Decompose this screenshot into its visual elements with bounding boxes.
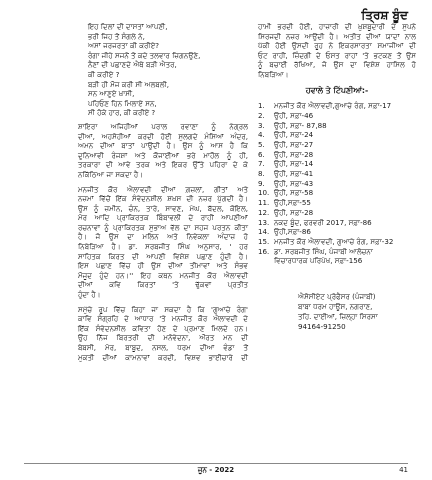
text-line: ਸ਼ਾਇਰਾ ਅਜਿਹੀਆਂ ਪਰਾਲ ਰਵਾਣਾ ਨੂੰ ਨੇਗ੍ਰਲ <box>78 121 248 131</box>
reference-number: 11. <box>258 198 270 208</box>
text-line: ਮੌਜੂਦ ਹੁੰਦੇ ਹਨ।'' ਇਹ ਕਥਨ ਮਨਜੀਤ ਕੌਰ ਐਲਾਵਦੀ <box>78 270 248 280</box>
reference-number: 5. <box>258 139 265 149</box>
reference-item <box>258 101 416 111</box>
text-line: ਬੇਬਸੀ, ਮੋਰ, ਬਾਬੂਦ, ਨਸਲ, ਧਰਮ ਦੀਆਂ ਵੰਡਾ ਤੋਂ <box>78 343 248 352</box>
page-number: 41 <box>399 466 408 474</box>
reference-text: ਉਹੀ, ਸਫ਼ਾ-41 <box>274 169 314 179</box>
reference-item <box>258 150 416 160</box>
text-line: ਮਨਜੀਤ ਕੌਰ ਐਲਾਵਦੀ ਦੀਆਂ ਗ਼ਜ਼ਲਾਂ, ਗੀਤਾਂ ਅਤੇ <box>78 184 248 194</box>
reference-number: 3. <box>258 120 265 130</box>
text-line: ਕਾਵਿ ਸੰਗ੍ਰਹਿ ਦੇ ਆਧਾਰ 'ਤੇ ਮਨਜੀਤ ਕੌਰ ਐਲਾਵਦੀ ਦੇ <box>78 314 248 324</box>
author-affiliation <box>298 292 416 332</box>
reference-item <box>258 227 416 237</box>
text-line: ਦੀਆਂ ਕਵਿ ਕਿਰਤਾਂ 'ਤੇ ਢੁੱਕਵਾਂ ਪ੍ਰਤੀਤ <box>78 280 248 290</box>
text-line: ਓਟ ਰਾਹੀਂ, ਜ਼ਿੰਦਗੀ ਦੇ ਓਸਤ ਰਾਹਾਂ 'ਤੇ ਭਟਕਣ ਤੋਂ ਉਸ <box>258 50 416 60</box>
text-line: ਤਰਕਾਰਾ ਦੀ ਆਵੇ ਤਰਕ ਅਤੇ ਇਕਰ ਉੱਤੇ ਪਹਿਰਾ ਦੇ ਕੇ <box>78 160 248 170</box>
reference-number: 6. <box>258 149 265 159</box>
poem-line: ਪਹਿਓਣ ਹਿਨ ਮਿਲਾਏ ਸਨ, <box>88 98 157 108</box>
text-line: ਨਿਬੇੜਿਆ ਹੈ। ਡਾ. ਸਰਬਜੀਤ ਸਿੰਘ ਅਨੁਸਾਰ, ' ਹਰ <box>78 242 248 252</box>
text-line: ਸਾਹਿਤਕ ਕਿਰਤ ਦੀ ਆਪਣੀ ਵਿਸ਼ੇਸ਼ ਪਛਾਣ ਹੁੰਦੀ ਹੈ। <box>78 251 248 261</box>
author-line: ਬਾਬਾ ਧਰਮ ਹਾਊਸ, ਨਗਰਾਣ, <box>298 302 373 312</box>
reference-text: ਨਕਦ ਬੂੰਦ, ਫਰਵਰੀ 2017, ਸਫ਼ਾ-86 <box>274 217 372 227</box>
author-line: ਐਸੋਸੀਏਟ ਪ੍ਰੋਫੈਸਰ (ਪੰਜਾਬੀ) <box>298 292 376 302</box>
reference-number: 14. <box>258 227 270 237</box>
references-list <box>258 101 416 266</box>
reference-number: 7. <box>258 159 265 169</box>
reference-number: 16. <box>258 246 270 256</box>
poem-line: ਨੈਣਾਂ ਦੀ ਪਛਾਣਦੇ ਐਥੇ ਬੜੀ ਐਤਰ, <box>88 60 177 70</box>
text-line: ਹੁੰਦਾ ਹੈ। <box>78 290 101 300</box>
text-line: ਹੈ। ਜੋ ਉਸ ਦਾ ਮਲਿਨ ਅਤੇ ਨਿਵੇਕਲਾ ਅੰਦਾਜ਼ ਹੋ <box>78 232 248 242</box>
reference-text: ਡਾ. ਸਰਬਜੀਤ ਸਿੰਘ, ਪੰਜਾਬੀ ਆਲੋਚਨਾ <box>274 246 373 256</box>
text-line: ਉਹ ਨਿੱਜ ਬਿਰਤਰੀ ਦੀ ਮਨੋਵੇਦਨਾ, ਔਰਤ ਮਨ ਦੀ <box>78 333 248 343</box>
text-line: ਨਕਿੱਠਿਆ ਜਾ ਸਕਦਾ ਹੈ। <box>78 169 144 179</box>
footer-divider <box>24 463 408 464</box>
poem-line: ਕੀ ਕਰੀਏ ? <box>88 69 120 79</box>
reference-text: ਉਹੀ, ਸਫ਼ਾ-27 <box>274 139 314 149</box>
reference-item <box>258 256 416 266</box>
body-paragraph <box>78 305 248 363</box>
reference-item <box>258 121 416 131</box>
reference-item <box>258 188 416 198</box>
reference-item <box>258 179 416 189</box>
text-line: ਇੱਕ ਸੰਵੇਦਨਸ਼ੀਲ ਕਵਿਤਾ ਹੋਣ ਦੇ ਪ੍ਰਮਾਣ ਮਿਲਦੇ ਹਨ। <box>78 323 248 333</box>
reference-item <box>258 111 416 121</box>
reference-text: ਮਨਜੀਤ ਕੌਰ ਐਲਾਵਦੀ, ਗੁਆਚੇ ਰੰਗ, ਸਫ਼ਾ-32 <box>274 237 394 246</box>
reference-item <box>258 218 416 228</box>
issue-date: ਜੂਨ - 2022 <box>197 466 235 474</box>
poem-block <box>78 22 248 118</box>
text-line: ਹਾਮੀ ਭਰਦੀ ਹੋਈ, ਹਾਜ਼ਾਰੀ ਦੀ ਖ਼ੁਸ਼ਬੂਦਾਰੀ ਦੇ ਸੁਪਨੇ <box>258 22 416 31</box>
poem-line: ਸੀ ਹੋਕੇ ਹਾਰ, ਕੀ ਕਰੀਏ ? <box>88 108 156 118</box>
reference-text: ਮਨਜੀਤ ਕੌਰ ਐਲਾਵਦੀ,ਗੁਆਚੇ ਰੰਗ, ਸਫ਼ਾ-17 <box>274 101 392 111</box>
poem-line: ਅਸਾਂ ਜਰਜਰਤਾ ਕੀ ਕਰੀਏ? <box>88 41 160 51</box>
poem-line: ਸਨ ਆਣੁਏ ਖ਼ਾਸੀ, <box>88 89 135 99</box>
reference-number: 9. <box>258 178 265 188</box>
text-line: ਰਚਨਾਵਾਂ ਨੂੰ ਪ੍ਰਾਕਿਰਤਕ ਸੁਭਾਅ ਵੱਲ ਦਾ ਸਹਜ ਪਰਤਨ ਕੀਤਾ <box>78 222 248 232</box>
body-paragraph <box>78 185 248 300</box>
reference-text: ਉਹੀ,ਸਫ਼ਾ-55 <box>274 198 311 208</box>
reference-item <box>258 140 416 150</box>
text-line: ਉਸ ਨੂੰ ਜ਼ਮੀਨ, ਚੰਨ, ਤਾਰੇ, ਸਾਵਣ, ਮੇਘ, ਬੱਦਲ, ਕੋਇਲ, <box>78 203 248 213</box>
reference-number: 12. <box>258 207 270 217</box>
reference-item <box>258 169 416 179</box>
right-column <box>258 22 416 440</box>
body-paragraph <box>258 22 416 80</box>
text-line: ਸਿਰਜਦੀ ਨਜ਼ਰ ਆਉਂਦੀ ਹੈ। ਅਤੀਤ ਦੀਆਂ ਯਾਦਾਂ ਨਾਲ <box>258 31 416 41</box>
reference-item <box>258 208 416 218</box>
body-paragraph <box>78 122 248 180</box>
reference-text: ਉਹੀ, ਸਫ਼ਾ-24 <box>274 130 314 140</box>
text-line: ਦੀਆਂ, ਅਹਸੋਹੀਆਂ ਕਰਦੀ ਹੋਈ ਸੁਲਗਦੇ ਮੰਸਿਆਂ ਅੰਦਰ, <box>78 131 248 141</box>
text-line: ਮੁਕਤੀ ਦੀਆਂ ਕਾਮਨਾਵਾਂ ਕਰਦੀ, ਵਿਸ਼ਵ ਭਾਈਚਾਰੇ ਦੀ <box>78 352 248 362</box>
reference-number: 8. <box>258 169 265 179</box>
reference-number: 2. <box>258 110 265 120</box>
author-line: 94164-91250 <box>298 322 346 332</box>
reference-number: 13. <box>258 217 270 227</box>
text-line: ਅਮਨ ਦੀਆਂ ਬਾਤਾਂ ਪਾਉਂਦੀ ਹੈ। ਉਸ ਨੂੰ ਆਸ ਹੈ ਕਿ <box>78 141 248 151</box>
author-line: ਤਹਿ. ਦਾਈਆਂ, ਜ਼ਿਲ੍ਹਾ ਸਿਰਸਾ <box>298 312 378 322</box>
magazine-title: ਤ੍ਰਿਸ਼ ਬੂੰਦ <box>361 8 408 22</box>
reference-number: 15. <box>258 237 270 246</box>
reference-number: 10. <box>258 188 270 198</box>
text-line: ਸਮੁੱਚੇ ਰੂਪ ਵਿੱਚ ਕਿਹਾ ਜਾ ਸਕਦਾ ਹੈ ਕਿ 'ਗੁਆਚੇ ਰੰਗ' <box>78 304 248 314</box>
reference-text: ਉਹੀ,ਸਫ਼ਾ-86 <box>274 227 311 237</box>
poem-line: ਇਹ ਦਿਲਾਂ ਦੀ ਦਾਸਤਾਂ ਆਪਣੀ, <box>88 22 168 31</box>
reference-item <box>258 130 416 140</box>
reference-text: ਉਹੀ, ਸਫ਼ਾ-46 <box>274 110 314 120</box>
reference-text: ਉਹੀ, ਸਫ਼ਾ-14 <box>274 159 314 169</box>
reference-number: 4. <box>258 130 265 140</box>
reference-text: ਉਹੀ, ਸਫ਼ਾ-28 <box>274 207 314 217</box>
poem-line: ਭਰੀ ਜਿਹ ਤੋਂ ਸੰਗਲੇ ਨੇ, <box>88 31 145 41</box>
left-column <box>78 22 248 440</box>
text-line: ਨਜ਼ਮਾਂ ਵਿੱਚੋਂ ਇੱਕ ਸੰਵੇਦਨਸ਼ੀਲ ਸ਼ਖ਼ਸ ਦੀ ਨਜ਼ਰ ਪੁੱਗਦੀ ਹੈ। <box>78 194 248 204</box>
reference-number <box>258 256 274 266</box>
reference-text: ਉਹੀ, ਸਫ਼ਾ-43 <box>274 178 314 188</box>
reference-text: ਉਹੀ, ਸਫ਼ਾ-58 <box>274 188 314 198</box>
text-line: ਨਿਬੜਿਆ। <box>258 69 289 79</box>
reference-number: 1. <box>258 101 265 111</box>
poem-line: ਬੜੀ ਹੀ ਮੌਜ ਕਰੀ ਸੀ ਅਲਬਲੀ, <box>88 79 169 89</box>
reference-item <box>258 237 416 247</box>
text-line: ਨੂੰ ਬਚਾਈ ਰੱਖਿਆ, ਜੋ ਉਸ ਦਾ ਵਿਸ਼ੇਸ਼ ਹਾਸਿਲ ਹੋ <box>258 60 416 70</box>
reference-text: ਉਹੀ, ਸਫ਼ਾ-28 <box>274 149 314 159</box>
reference-item <box>258 247 416 257</box>
reference-text: ਉਹੀ, ਸਫ਼ਾ- 87,88 <box>274 120 327 130</box>
text-line: ਇਸ ਪਛਾਣ ਵਿੱਚ ਹੀ ਉਸ ਦੀਆਂ ਤੀਮਾਵਾਂ ਅਤੇ ਸੰਭਵ <box>78 261 248 271</box>
reference-item <box>258 198 416 208</box>
poem-line: ਰੰਗਾ ਜੀਹੇ ਸਜਨੋਂ ਤੋਂ ਕਦੇ ਤਲਵਾਰ ਜ਼ਿਗਨਉਣੇ, <box>88 50 201 60</box>
reference-item <box>258 159 416 169</box>
text-line: ਪੱਕੀ ਹੋਈ ਉਸਦੀ ਰੂਹ ਨੇ ਇਕਰਸਾਰਤਾ ਸਮਾਜੀਆਂ ਦੀ <box>258 41 416 51</box>
references-heading: ਹਵਾਲੇ ਤੇ ਟਿੱਪਣੀਆਂ:- <box>305 85 369 95</box>
reference-text: ਵਿਚਾਰਧਾਰਕ ਪਰਿਪੇਖ, ਸਫ਼ਾ-156 <box>274 256 363 266</box>
text-line: ਮੋਰ ਆਦਿ ਪ੍ਰਾਕਿਰਤਕ ਬਿੰਬਾਵਲੀ ਦੇ ਰਾਹੀਂ ਆਪਣੀਆਂ <box>78 213 248 223</box>
text-line: ਦੁਨਿਆਵੀ ਰੰਜਸ਼ਾਂ ਅਤੇ ਕੌਜਾਈਆਂ ਭਰੇ ਮਾਹੌਲ ਨੂੰ ਹੀ, <box>78 150 248 160</box>
